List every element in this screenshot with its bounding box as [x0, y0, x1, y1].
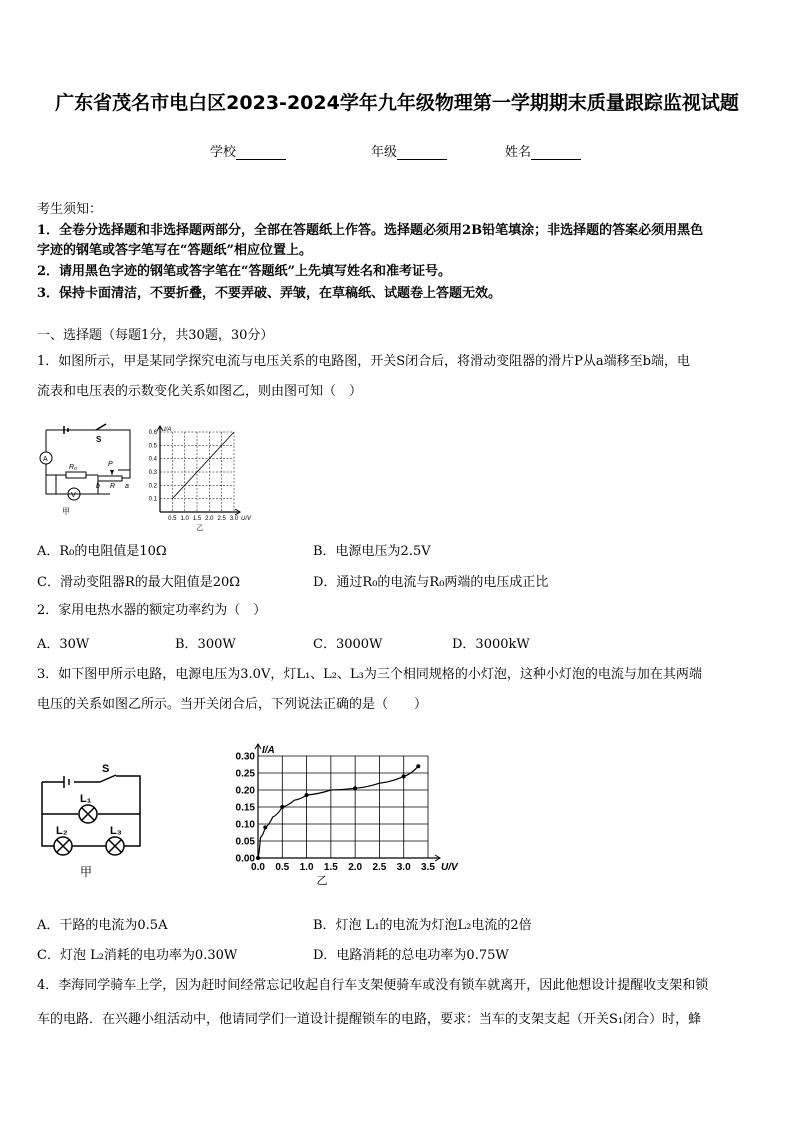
q3-option-d[interactable]: D．电路消耗的总电功率为0.75W — [313, 948, 509, 963]
y-tick-label: 0.25 — [235, 768, 255, 780]
q1-option-c[interactable]: C．滑动变阻器R的最大阻值是20Ω — [37, 575, 241, 590]
school-blank — [236, 146, 286, 160]
grade-field — [371, 141, 447, 160]
x-tick-label: 3.0 — [229, 516, 239, 522]
label-S: S — [102, 763, 110, 775]
x-tick-label: 0.5 — [168, 516, 177, 522]
q3-circuit-diagram — [36, 762, 146, 882]
data-point — [402, 774, 406, 778]
q3-stem-line2: 电压的关系如图乙所示。当开关闭合后，下列说法正确的是（ ） — [37, 697, 428, 712]
label-R0: R₀ — [69, 464, 78, 471]
q2-option-b[interactable]: B．300W — [175, 637, 236, 652]
q3-option-a[interactable]: A．干路的电流为0.5A — [37, 918, 168, 933]
q4-stem-line2: 车的电路．在兴趣小组活动中，他请同学们一道设计提醒锁车的电路，要求：当车的支架支起（开关S₁闭合）时，蜂 — [37, 1012, 702, 1027]
chart-caption: 乙 — [196, 525, 204, 532]
y-tick-label: 0.2 — [148, 483, 157, 490]
y-tick-label: 0.5 — [148, 443, 157, 450]
data-point — [305, 793, 309, 797]
name-field — [505, 141, 581, 160]
y-tick-label: 0.05 — [235, 836, 255, 848]
x-tick-label: 1.0 — [299, 862, 314, 873]
y-axis-label: I/A — [262, 745, 275, 756]
section-heading: 一、选择题（每题1分，共30题，30分） — [37, 328, 274, 343]
q1-circuit-diagram — [38, 418, 138, 518]
y-tick-label: 0.00 — [235, 853, 255, 865]
x-tick-label: 1.0 — [180, 516, 189, 522]
q2-option-c[interactable]: C．3000W — [313, 637, 383, 652]
x-tick-label: 2.5 — [372, 862, 387, 873]
label-V: V — [71, 492, 76, 499]
x-tick-label: 2.0 — [205, 516, 214, 522]
x-tick-label: 2.5 — [217, 516, 226, 522]
y-tick-label: 0.1 — [148, 496, 157, 503]
fig-jia: 甲 — [80, 865, 93, 879]
q3-option-b[interactable]: B．灯泡 L₁的电流为灯泡L₂电流的2倍 — [313, 918, 532, 933]
y-axis-label: I/A — [164, 427, 172, 433]
q1-stem-line2: 流表和电压表的示数变化关系如图乙，则由图可知（ ） — [37, 384, 363, 399]
school-label: 学校 — [210, 145, 237, 160]
notice-item: 1．全卷分选择题和非选择题两部分，全部在答题纸上作答。选择题必须用2B铅笔填涂；非选择题的答案必须用黑色 — [37, 223, 704, 238]
label-L3: L₃ — [110, 825, 122, 837]
y-tick-label: 0.6 — [148, 430, 157, 436]
q2-option-d[interactable]: D．3000kW — [452, 637, 530, 652]
notice-item: 字迹的钢笔或答字笔写在“答题纸”相应位置上。 — [37, 243, 312, 258]
label-P: P — [108, 461, 113, 468]
label-L1: L₁ — [80, 793, 92, 805]
chart-caption: 乙 — [316, 875, 328, 887]
x-tick-label: 1.5 — [323, 862, 338, 873]
q3-iu-chart — [226, 732, 458, 892]
data-point — [263, 825, 267, 829]
q1-option-a[interactable]: A．R₀的电阻值是10Ω — [37, 544, 167, 559]
q1-option-b[interactable]: B．电源电压为2.5V — [313, 544, 431, 559]
data-point — [280, 805, 284, 809]
data-point — [353, 786, 357, 790]
notice-heading: 考生须知： — [37, 202, 103, 217]
x-tick-label: 0.5 — [275, 862, 290, 873]
label-L2: L₂ — [56, 825, 68, 837]
grade-blank — [397, 146, 447, 160]
q4-stem-line1: 4．李海同学骑车上学，因为赶时间经常忘记收起自行车支架便骑车或没有锁车就离开，因此他想设计提醒收支架和锁 — [37, 978, 709, 993]
y-tick-label: 0.10 — [235, 819, 255, 831]
q1-stem-line1: 1．如图所示，甲是某同学探究电流与电压关系的电路图，开关S闭合后，将滑动变阻器的滑片P从a端移至b端，电 — [37, 354, 690, 369]
notice-item: 2．请用黑色字迹的钢笔或答字笔在“答题纸”上先填写姓名和准考证号。 — [37, 264, 452, 279]
label-a: a — [125, 483, 129, 490]
q2-option-a[interactable]: A．30W — [37, 637, 90, 652]
y-tick-label: 0.3 — [148, 470, 157, 476]
q1-iu-chart — [140, 418, 252, 532]
x-tick-label: 3.5 — [421, 862, 435, 873]
x-tick-label: 3.0 — [396, 862, 411, 873]
q3-stem-line1: 3．如下图甲所示电路，电源电压为3.0V，灯L₁、L₂、L₃为三个相同规格的小灯泡，这种小灯泡的电流与加在其两端 — [37, 667, 702, 682]
data-point — [256, 856, 260, 860]
name-blank — [531, 146, 581, 160]
label-R: R — [110, 483, 116, 490]
page-title: 广东省茂名市电白区2023-2024学年九年级物理第一学期期末质量跟踪监视试题 — [55, 92, 739, 114]
notice-item: 3．保持卡面清洁，不要折叠，不要弄破、弄皱，在草稿纸、试题卷上答题无效。 — [37, 286, 502, 301]
name-label: 姓名 — [505, 145, 532, 160]
y-tick-label: 0.20 — [235, 785, 255, 797]
label-b: b — [96, 483, 100, 490]
fig-jia: 甲 — [62, 507, 70, 516]
series-line — [172, 432, 234, 499]
grade-label: 年级 — [371, 145, 398, 160]
school-field — [210, 141, 286, 160]
x-tick-label: 2.0 — [348, 862, 363, 873]
x-tick-label: 1.5 — [192, 516, 202, 522]
data-point — [416, 764, 420, 768]
x-axis-label: U/V — [241, 516, 252, 522]
x-axis-label: U/V — [441, 862, 458, 873]
q3-option-c[interactable]: C．灯泡 L₂消耗的电功率为0.30W — [37, 948, 238, 963]
x-tick-label: 0.0 — [251, 862, 265, 873]
y-tick-label: 0.4 — [148, 456, 157, 463]
q1-option-d[interactable]: D．通过R₀的电流与R₀两端的电压成正比 — [313, 575, 549, 590]
label-A: A — [43, 456, 48, 463]
label-S: S — [96, 435, 102, 444]
y-tick-label: 0.30 — [235, 751, 255, 763]
q2-stem: 2．家用电热水器的额定功率约为（ ） — [37, 603, 267, 618]
y-tick-label: 0.15 — [235, 802, 255, 814]
